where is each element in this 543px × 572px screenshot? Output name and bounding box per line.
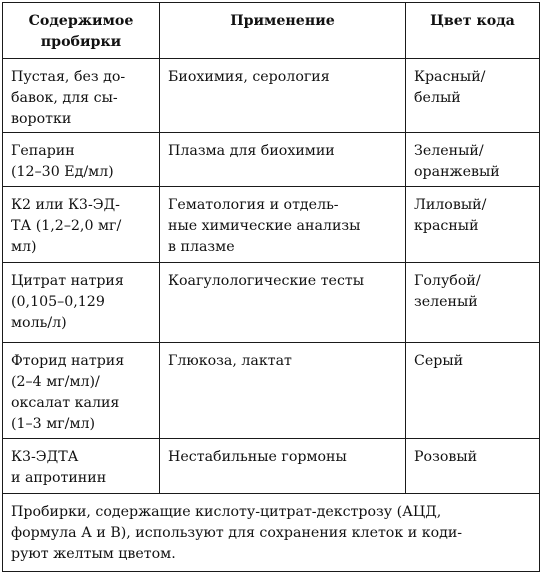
table-row: [3, 59, 540, 133]
cell-contents: Цитрат натрия (0,105–0,129 моль/л): [3, 263, 160, 343]
tube-table: [2, 2, 540, 572]
cell-use: Нестабильные гормоны: [160, 439, 406, 494]
header-use: Применение: [160, 3, 406, 59]
cell-contents: К3-ЭДТА и апротинин: [3, 439, 160, 494]
cell-color: Серый: [406, 343, 540, 439]
cell-contents: Пустая, без до- бавок, для сы- воротки: [3, 59, 160, 133]
table-row: [3, 439, 540, 494]
cell-color: Зеленый/ оранжевый: [406, 133, 540, 187]
cell-contents: Фторид натрия (2–4 мг/мл)/ оксалат калия (1–3 мг/мл): [3, 343, 160, 439]
header-color: Цвет кода: [406, 3, 540, 59]
table-header-row: [3, 3, 540, 59]
cell-color: Лиловый/ красный: [406, 187, 540, 263]
cell-color: Розовый: [406, 439, 540, 494]
header-contents: Содержимое пробирки: [3, 3, 160, 59]
cell-color: Красный/ белый: [406, 59, 540, 133]
cell-use: Коагулологические тесты: [160, 263, 406, 343]
table-note-row: [3, 494, 540, 572]
cell-color: Голубой/ зеленый: [406, 263, 540, 343]
cell-use: Глюкоза, лактат: [160, 343, 406, 439]
table-row: [3, 133, 540, 187]
table-row: [3, 343, 540, 439]
table-row: [3, 263, 540, 343]
cell-use: Биохимия, серология: [160, 59, 406, 133]
cell-use: Плазма для биохимии: [160, 133, 406, 187]
table-row: [3, 187, 540, 263]
cell-contents: К2 или К3-ЭД- ТА (1,2–2,0 мг/ мл): [3, 187, 160, 263]
table-footnote: Пробирки, содержащие кислоту-цитрат-декстрозу (АЦД, формула А и В), используют для сохранения клеток и коди- руют желтым цветом.: [3, 494, 540, 572]
cell-contents: Гепарин (12–30 Ед/мл): [3, 133, 160, 187]
cell-use: Гематология и отдель- ные химические анализы в плазме: [160, 187, 406, 263]
